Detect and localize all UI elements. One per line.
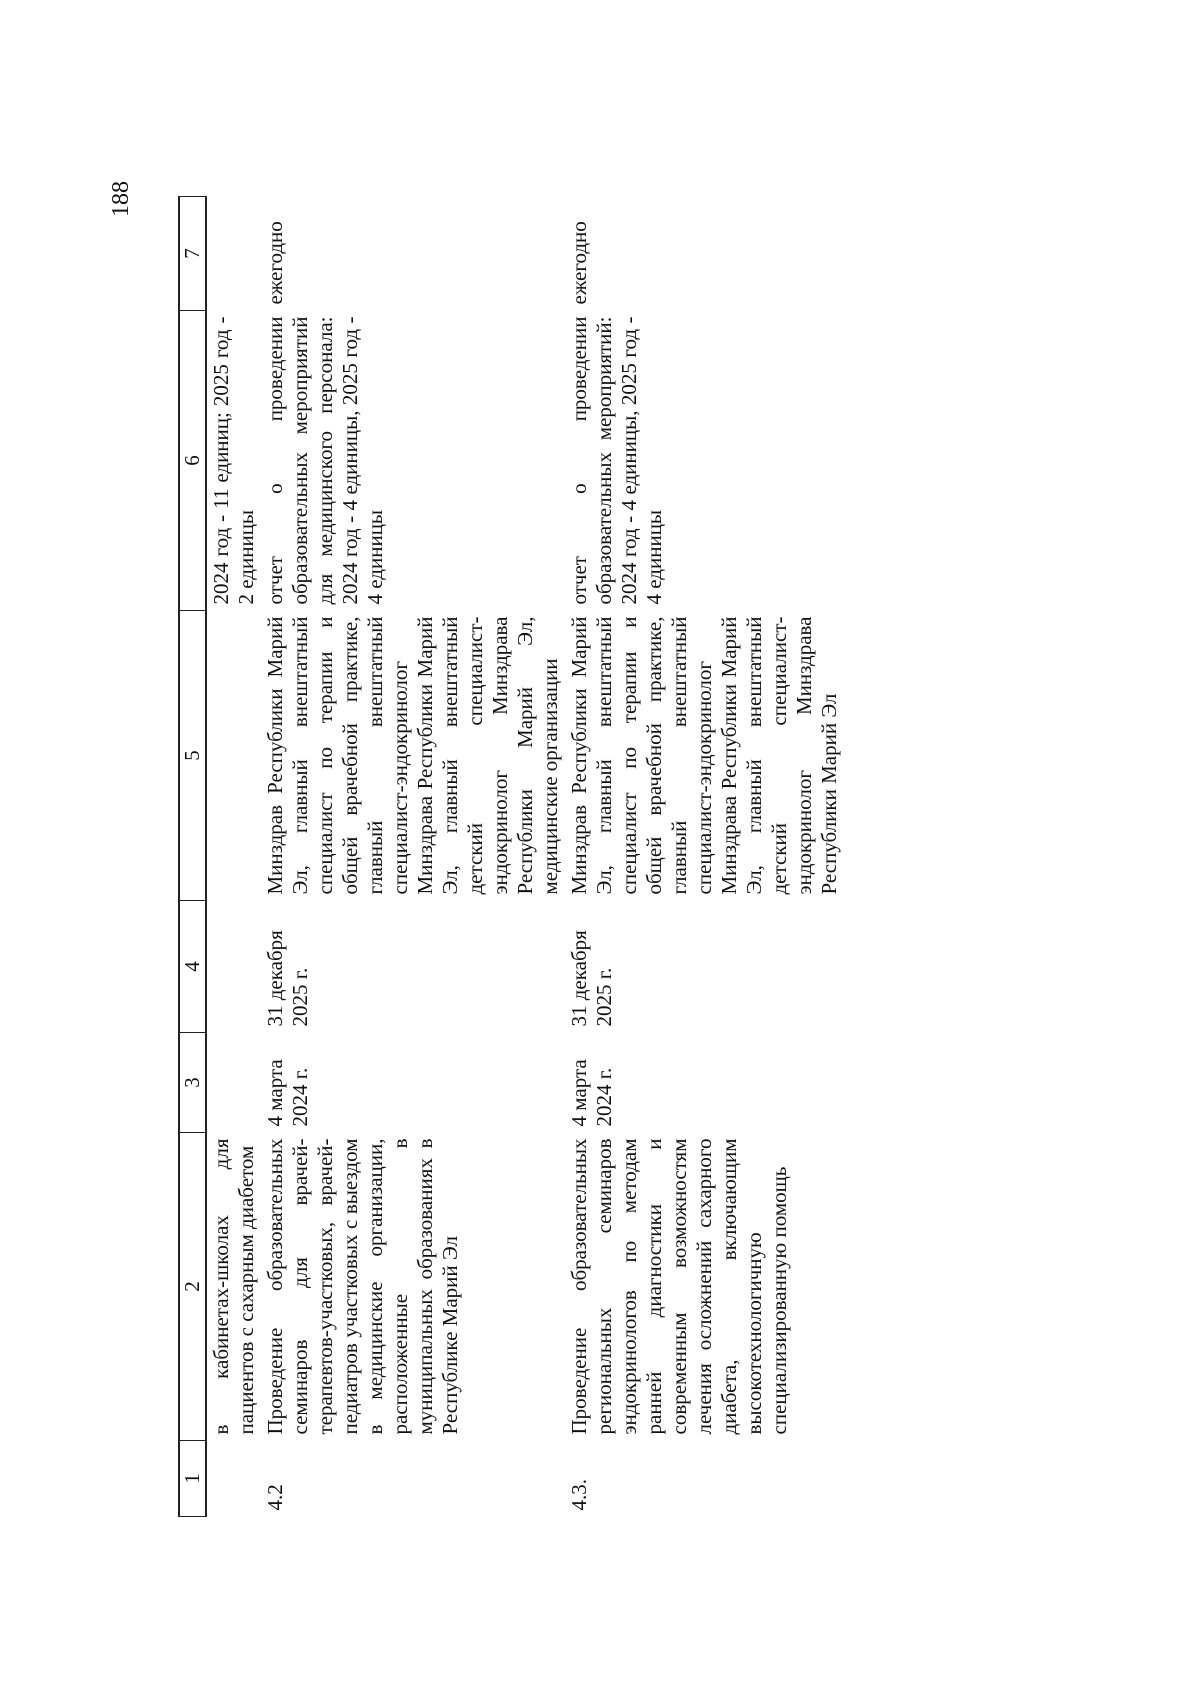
header-col-7: 7 [179, 197, 206, 311]
start-date-cell: 4 марта 2024 г. [567, 1059, 616, 1127]
page-number: 188 [108, 181, 134, 217]
row-number: 4.3. [567, 1479, 591, 1511]
header-col-6: 6 [179, 311, 206, 611]
frequency-cell: ежегодно [567, 221, 591, 305]
measures-table [178, 196, 844, 1517]
table-row [261, 197, 565, 1517]
header-col-2: 2 [179, 1133, 206, 1441]
table-row [565, 197, 844, 1517]
result-cell: отчет о проведении образовательных мероприятий для медицинского персонала: 2024 год - 4 единицы, 2025 год - 4 единицы [263, 316, 387, 605]
frequency-cell: ежегодно [263, 221, 287, 305]
row-number [206, 1441, 261, 1517]
end-date-cell [206, 901, 261, 1033]
header-col-4: 4 [179, 901, 206, 1033]
row-number: 4.2 [263, 1484, 287, 1511]
start-date-cell: 4 марта 2024 г. [263, 1059, 312, 1127]
result-cell: отчет о проведении образовательных мероприятий: 2024 год - 4 единицы, 2025 год - 4 единицы [567, 316, 666, 605]
responsible-cell: Минздрав Республики Марий Эл, главный внештатный специалист по терапии и общей врачебной практике, главный внештатный специалист-эндокринолог Минздрава Республики Марий Эл, главный внештатный детский специалист-эндокринолог Минздрава Республики Марий Эл [567, 616, 841, 895]
end-date-cell: 31 декабря 2025 г. [263, 930, 312, 1027]
result-cell: 2024 год - 11 единиц; 2025 год - 2 единицы [209, 316, 258, 605]
end-date-cell: 31 декабря 2025 г. [567, 930, 616, 1027]
header-col-3: 3 [179, 1033, 206, 1133]
responsible-cell [206, 611, 261, 901]
activity-cell: Проведение образовательных семинаров для врачей-терапевтов-участковых, врачей-педиатров участковых с выездом в медицинские организации, расположенные в муниципальных образованиях в Республике Марий Эл [263, 1138, 462, 1435]
responsible-cell: Минздрав Республики Марий Эл, главный внештатный специалист по терапии и общей врачебной практике, главный внештатный специалист-эндокринолог Минздрава Республики Марий Эл, главный внештатный детский специалист-эндокринолог Минздрава Республики Марий Эл, медицинские организации [263, 616, 562, 895]
table-header-row [179, 197, 206, 1517]
header-col-5: 5 [179, 611, 206, 901]
start-date-cell [206, 1033, 261, 1133]
table-row [206, 197, 261, 1517]
frequency-cell [206, 197, 261, 311]
header-col-1: 1 [179, 1441, 206, 1517]
activity-cell: Проведение образовательных региональных семинаров эндокринологов по методам ранней диагностики и современным возможностям лечения осложнений сахарного диабета, включающим высокотехнологичную специализированную помощь [567, 1138, 791, 1435]
activity-cell: в кабинетах-школах для пациентов с сахарным диабетом [209, 1138, 258, 1435]
